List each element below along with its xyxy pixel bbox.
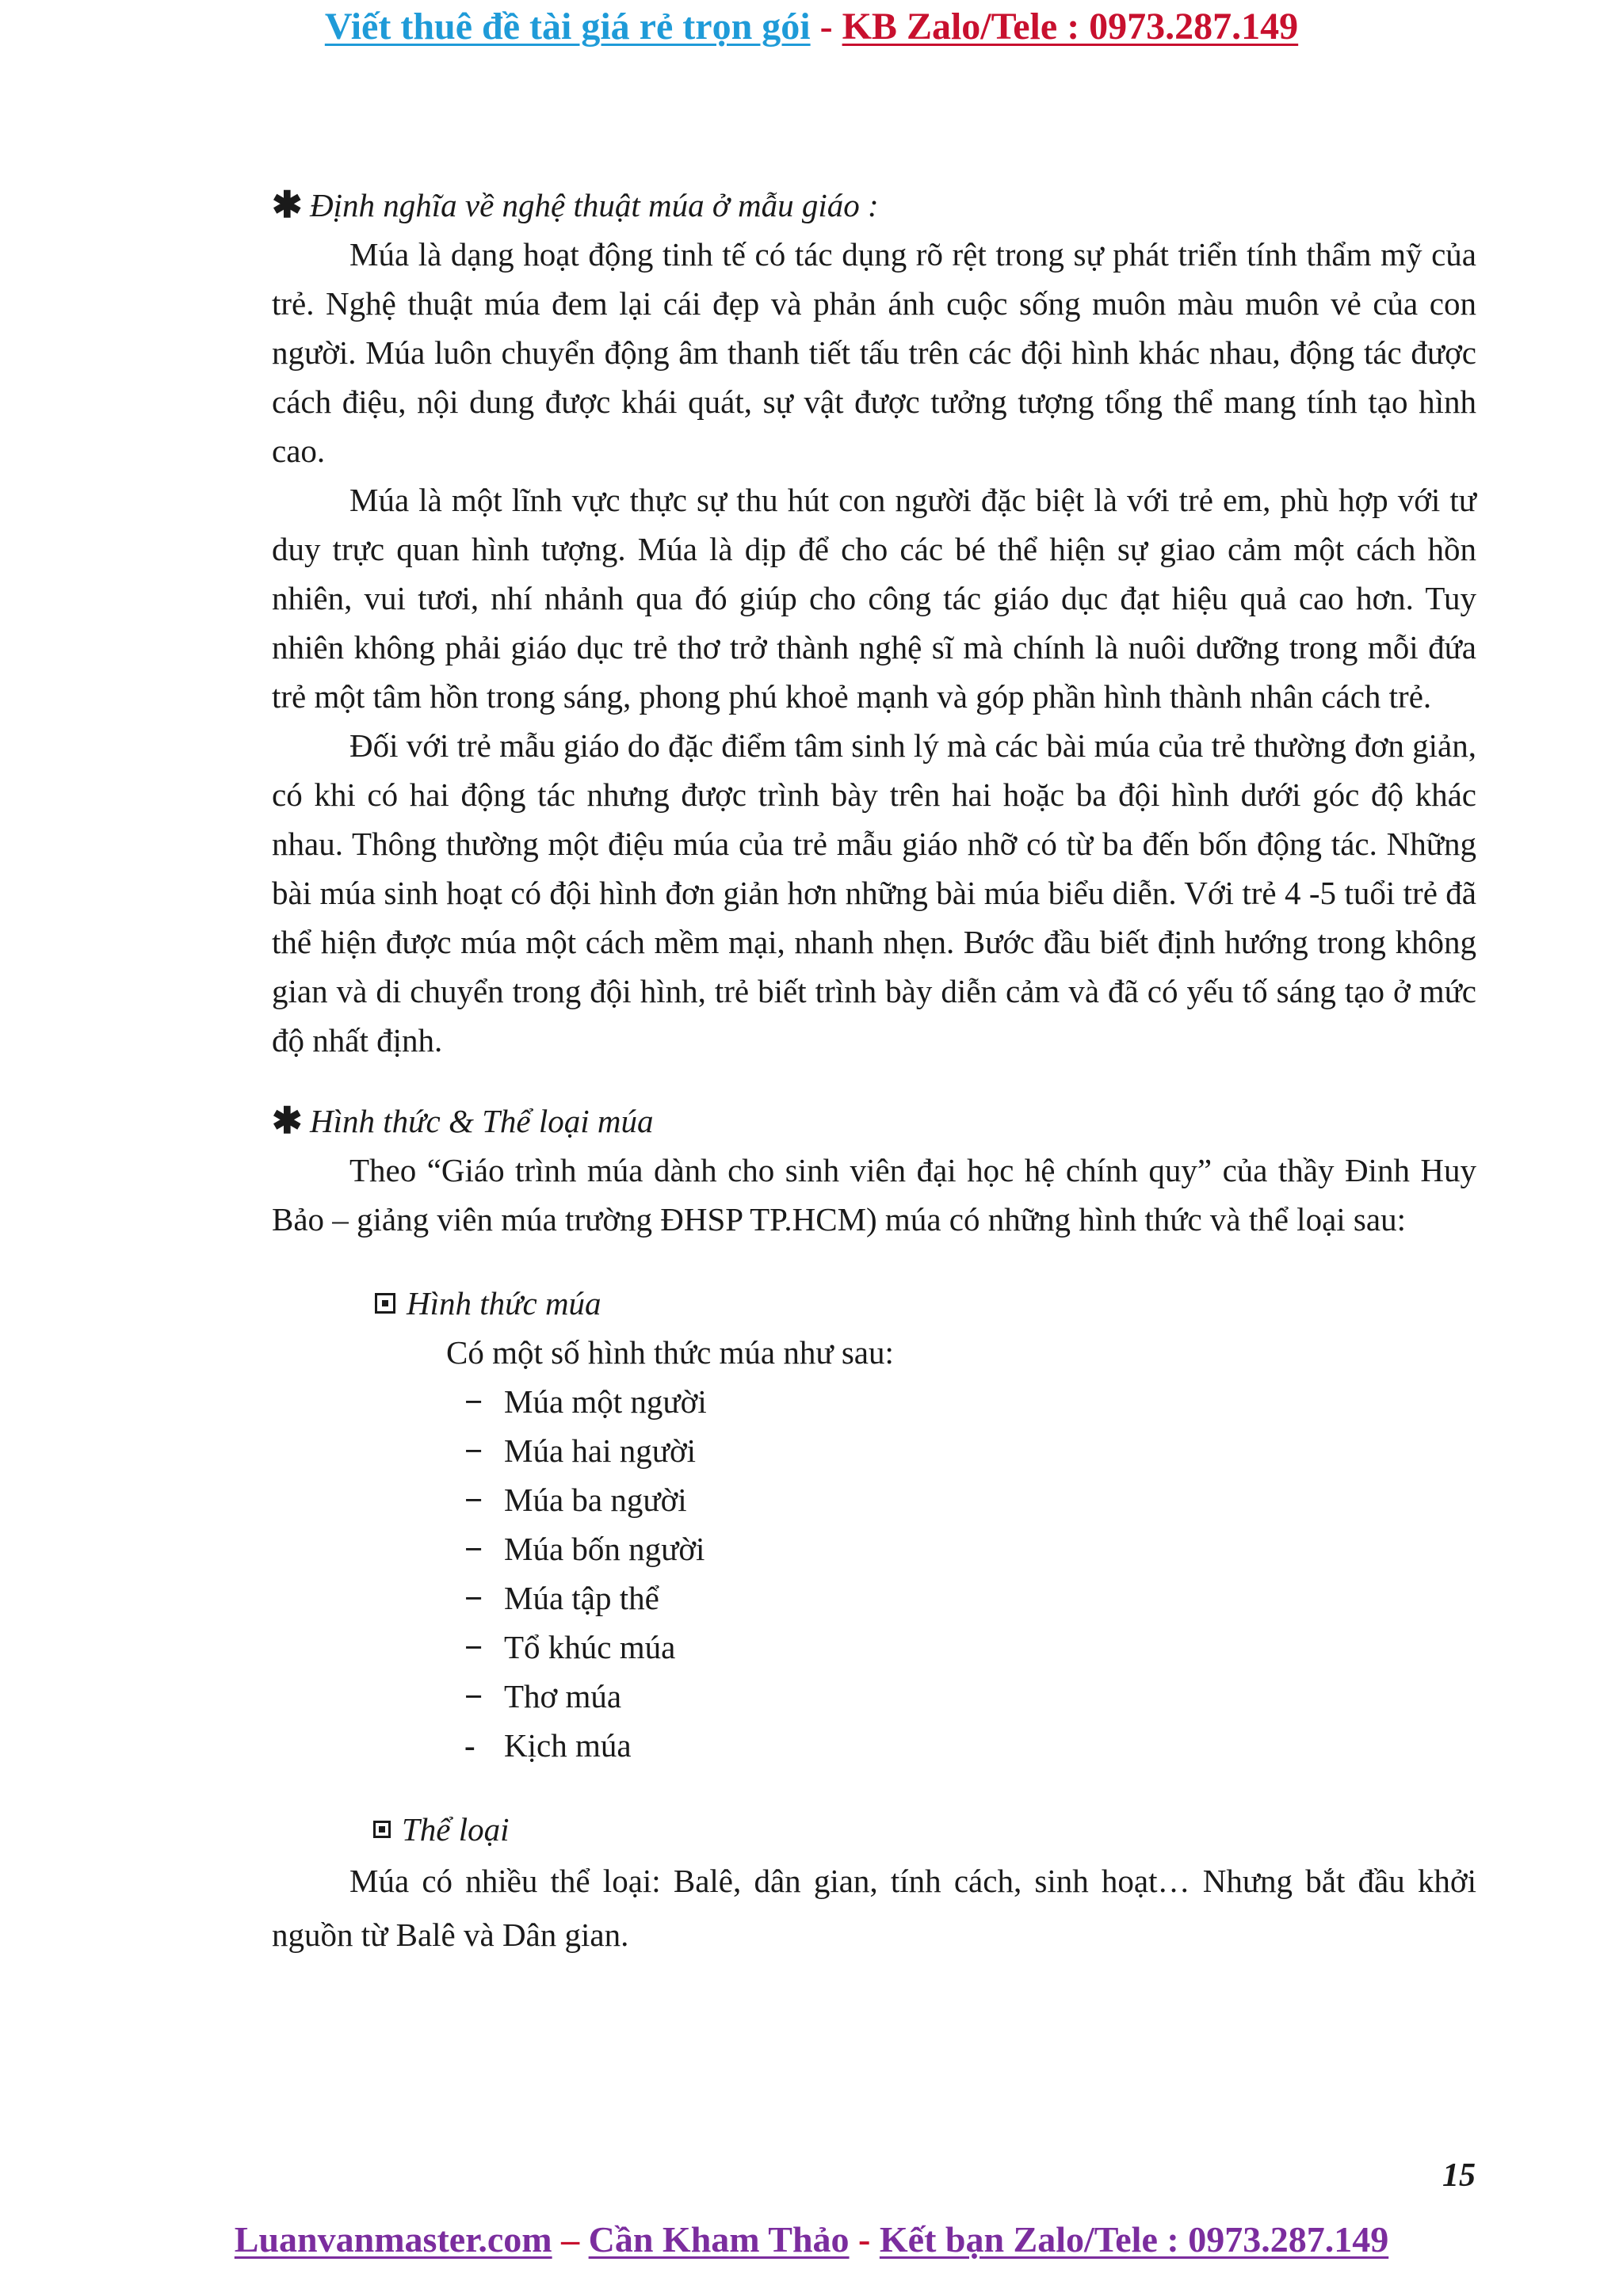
asterisk-icon: ✱ bbox=[272, 1100, 303, 1141]
list-item-text: Múa một người bbox=[504, 1383, 707, 1420]
paragraph: Múa là dạng hoạt động tinh tế có tác dụng rõ rệt trong sự phát triển tính thẩm mỹ của trẻ. Nghệ thuật múa đem lại cái đẹp và phản ánh cuộc sống muôn màu muôn vẻ của con người. Múa luôn chuyển động âm thanh tiết tấu trên các đội hình khác nhau, động tác được cách điệu, nội dung được khái quát, sự vật được tưởng tượng tổng thể mang tính tạo hình cao. bbox=[272, 236, 1476, 469]
list-item bbox=[464, 1573, 1476, 1623]
header-separator: - bbox=[810, 6, 842, 48]
section-heading-text: Định nghĩa về nghệ thuật múa ở mẫu giáo : bbox=[310, 187, 879, 223]
list-item-text: Múa hai người bbox=[504, 1432, 697, 1469]
footer-link-contact[interactable]: Kết bạn Zalo/Tele : 0973.287.149 bbox=[879, 2219, 1389, 2260]
list-item bbox=[464, 1426, 1476, 1475]
dance-forms-list bbox=[272, 1377, 1476, 1770]
subsection-heading-text: Hình thức múa bbox=[407, 1285, 601, 1322]
list-item-text: Múa bốn người bbox=[504, 1531, 705, 1567]
paragraph: Đối với trẻ mẫu giáo do đặc điểm tâm sinh lý mà các bài múa của trẻ thường đơn giản, có khi có hai động tác nhưng được trình bày trên hai hoặc ba đội hình dưới góc độ khác nhau. Thông thường một điệu múa của trẻ mẫu giáo nhỡ có từ ba đến bốn động tác. Những bài múa sinh hoạt có đội hình đơn giản hơn những bài múa biểu diễn. Với trẻ 4 -5 tuổi trẻ đã thể hiện được múa một cách mềm mại, nhanh nhẹn. Bước đầu biết định hướng trong không gian và di chuyển trong đội hình, trẻ biết trình bày diễn cảm và đã có yếu tố sáng tạo ở mức độ nhất định. bbox=[272, 727, 1476, 1058]
footer-separator: - bbox=[849, 2219, 880, 2260]
dash-icon: − bbox=[464, 1531, 483, 1567]
dash-icon: − bbox=[464, 1482, 483, 1518]
footer-separator: – bbox=[552, 2219, 589, 2260]
dash-icon: − bbox=[464, 1383, 483, 1420]
list-item bbox=[464, 1377, 1476, 1426]
header-link-service[interactable]: Viết thuê đề tài giá rẻ trọn gói bbox=[324, 6, 811, 48]
list-item-text: Thơ múa bbox=[504, 1678, 622, 1714]
list-item bbox=[464, 1475, 1476, 1524]
list-item bbox=[464, 1672, 1476, 1721]
list-item bbox=[464, 1623, 1476, 1672]
square-bullet-icon bbox=[373, 1821, 391, 1838]
dash-icon: − bbox=[464, 1432, 483, 1469]
header-link-contact[interactable]: KB Zalo/Tele : 0973.287.149 bbox=[842, 6, 1299, 48]
list-item-text: Kịch múa bbox=[504, 1727, 632, 1764]
square-bullet-icon bbox=[375, 1293, 395, 1314]
section-heading-definition bbox=[272, 181, 1476, 230]
document-body bbox=[272, 181, 1476, 1962]
list-item-text: Múa ba người bbox=[504, 1482, 687, 1518]
list-item bbox=[464, 1721, 1476, 1770]
list-item-text: Tổ khúc múa bbox=[504, 1629, 676, 1665]
footer-link-name[interactable]: Cần Kham Thảo bbox=[588, 2219, 850, 2260]
list-item-text: Múa tập thể bbox=[504, 1580, 659, 1616]
paragraph: Múa có nhiều thể loại: Balê, dân gian, tính cách, sinh hoạt… Nhưng bắt đầu khởi nguồn từ Balê và Dân gian. bbox=[272, 1863, 1476, 1953]
subsection-heading-forms bbox=[272, 1279, 1476, 1328]
section-heading-forms bbox=[272, 1097, 1476, 1146]
subsection-heading-text: Thể loại bbox=[402, 1811, 510, 1848]
list-item bbox=[464, 1524, 1476, 1573]
page-header bbox=[0, 0, 1623, 57]
subsection-intro: Có một số hình thức múa như sau: bbox=[446, 1334, 894, 1371]
section-heading-text: Hình thức & Thể loại múa bbox=[310, 1103, 654, 1139]
paragraph: Theo “Giáo trình múa dành cho sinh viên đại học hệ chính quy” của thầy Đinh Huy Bảo – giảng viên múa trường ĐHSP TP.HCM) múa có những hình thức và thể loại sau: bbox=[272, 1152, 1476, 1238]
dash-icon: - bbox=[464, 1727, 475, 1764]
footer-link-site[interactable]: Luanvanmaster.com bbox=[234, 2219, 552, 2260]
page-footer bbox=[0, 2218, 1623, 2260]
subsection-heading-genres bbox=[272, 1805, 1476, 1854]
paragraph: Múa là một lĩnh vực thực sự thu hút con người đặc biệt là với trẻ em, phù hợp với tư duy trực quan hình tượng. Múa là dịp để cho các bé thể hiện sự giao cảm một cách hồn nhiên, vui tươi, nhí nhảnh qua đó giúp cho công tác giáo dục đạt hiệu quả cao hơn. Tuy nhiên không phải giáo dục trẻ thơ trở thành nghệ sĩ mà chính là nuôi dưỡng trong mỗi đứa trẻ một tâm hồn trong sáng, phong phú khoẻ mạnh và góp phần hình thành nhân cách trẻ. bbox=[272, 482, 1476, 715]
dash-icon: − bbox=[464, 1580, 483, 1616]
page-number: 15 bbox=[1442, 2157, 1476, 2194]
dash-icon: − bbox=[464, 1678, 483, 1714]
asterisk-icon: ✱ bbox=[272, 185, 303, 225]
dash-icon: − bbox=[464, 1629, 483, 1665]
